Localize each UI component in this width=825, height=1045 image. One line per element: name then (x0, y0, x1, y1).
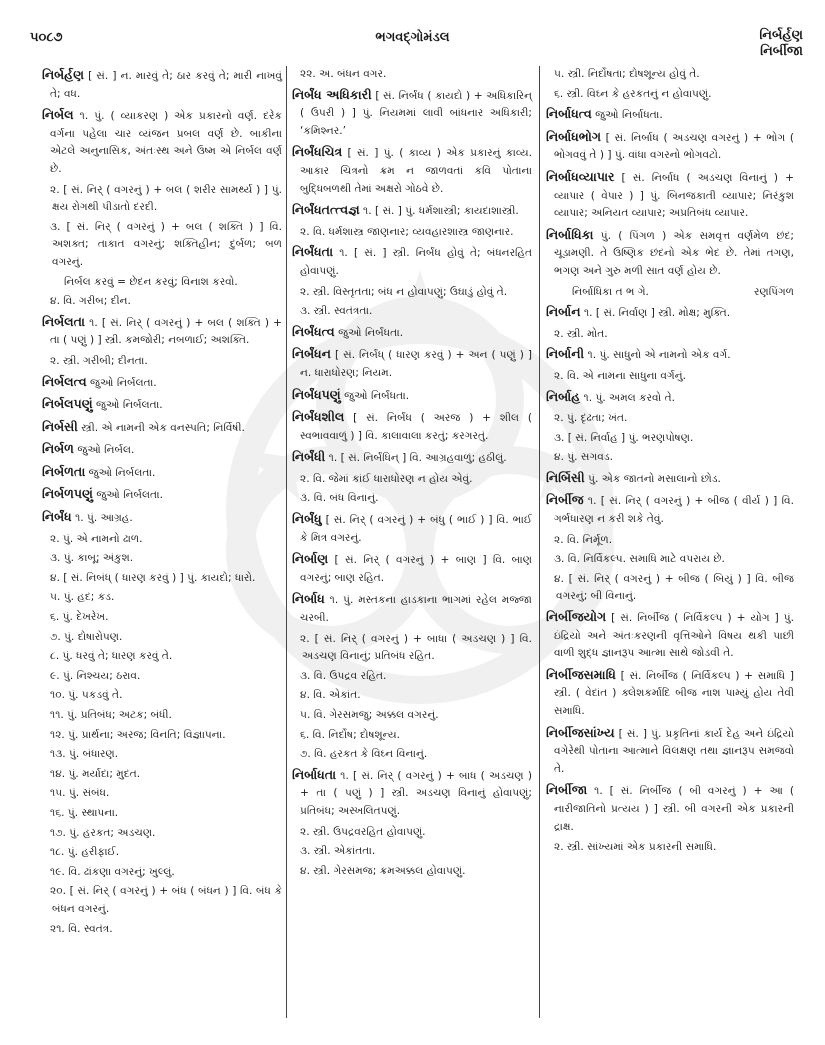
definition: જુઓ નિર્બલ. (77, 444, 135, 457)
headword: નિર્બંધતા (292, 244, 334, 260)
headword: નિર્બિસી (546, 469, 585, 485)
column-divider (286, 66, 287, 1018)
sense: ૨. વિ. નિર્મૂળ. (554, 533, 613, 546)
definition: ૧. [ સં. નિર્ ( વગરનું ) + બલ ( શક્તિ ) + તા ( પણું ) ] સ્ત્રી. કમજોરી; નબળાઈ; અશક્તિ. (50, 316, 283, 347)
sense: ૨૦. [ સં. નિર્ ( વગરનું ) + બંધ ( બંધન ) ] વિ. બંધ કે બંધન વગરનું. (50, 885, 282, 915)
definition: [ સં. નિર્ ( વગરનું ) + બંધુ ( ભાઈ ) ] વિ. ભાઈ કે મિત્ર વગરનું. (300, 514, 532, 544)
dictionary-entry (42, 373, 282, 393)
definition: જુઓ નિર્બંધતા. (338, 326, 404, 339)
sense: ૩. [ સં. નિર્ ( વગરનું ) + બલ ( શક્તિ ) ] વિ. અશક્ત; તાકાત વગરનું; શક્તિહીન; દુર્બળ; બળ વગરનું. (50, 220, 282, 268)
headword: નિર્બાન (546, 304, 581, 320)
column-1 (42, 66, 282, 940)
definition: ૧. પું. આગ્રહ. (75, 512, 133, 525)
definition: પું. ( પિંગળ ) એક સમવૃત્ત વર્ણમેળ છંદ; ચૂડામણી. તે ઉષ્ણિક છંદનો એક ભેદ છે. તેમાં તગણ, ભગણ અને ગુરુ મળી સાત વર્ણ હોય છે. (554, 229, 794, 277)
definition: [ સં. નિર્ ( વગરનું ) + બાણ ] વિ. બાણ વગરનું; બાણ રહિત. (300, 554, 532, 584)
definition: ૧. પું. મસ્તકના હાડકાના ભાગમાં રહેલ મજ્જા ચરબી. (300, 594, 532, 625)
column-2 (292, 66, 532, 882)
dictionary-entry (546, 128, 794, 165)
dictionary-entry (292, 243, 532, 280)
definition: જુઓ નિર્બાધતા. (595, 109, 663, 122)
headword: નિર્બાધિકા (546, 226, 594, 242)
dictionary-entry (42, 508, 282, 528)
sense: ૭. વિ. હરકત કે વિઘ્ન વિનાનું. (300, 748, 428, 761)
dictionary-entry (546, 303, 794, 323)
definition: જુઓ નિર્બંધતા. (344, 389, 410, 402)
headword: નિર્બાહ (546, 388, 581, 404)
sense: ૩. વિ. નિર્વિકલ્પ. સમાધિ માટે વપરાય છે. (554, 553, 725, 566)
citation-source: રણપિંગળ (754, 285, 794, 298)
sense: ૭. પું. દોષારોપણ. (50, 630, 123, 643)
headword: નિર્બંધતત્ત્વજ્ઞ (292, 202, 360, 218)
dictionary-entry (546, 491, 794, 528)
page-number: ૫૦૮૭ (30, 30, 63, 45)
headword: નિર્બલ (42, 107, 74, 123)
headword: નિર્બંધપણું (292, 386, 341, 402)
dictionary-entry (546, 608, 794, 663)
sense: ૨. સ્ત્રી. ઉપદ્રવરહિત હોવાપણું. (300, 825, 426, 838)
sense: ૫. પું. હદ; કડ. (50, 591, 115, 604)
headword: નિર્બાની (546, 346, 585, 362)
definition: ૧. [ સં. નિર્ ( વગરનું ) + બીજ ( વીર્ય ) ] વિ. ગર્ભધારણ ન કરી શકે તેવું. (554, 495, 794, 526)
dictionary-entry (546, 105, 794, 125)
headword: નિર્બાણ (292, 551, 329, 567)
dictionary-entry (42, 106, 282, 178)
sense: ૧૬. પું. સ્થાપના. (50, 806, 119, 819)
dictionary-entry (42, 395, 282, 415)
column-divider (539, 66, 540, 1018)
definition: [ સં. નિર્બંધ ( અરજ ) + શીલ ( સ્વભાવવાળું ) ] વિ. કાલાવાલા કરતું; કરગરતું. (300, 412, 532, 442)
headword: નિર્બીજસમાધિ (546, 666, 616, 682)
dictionary-entry (292, 201, 532, 221)
sense: ૨. સ્ત્રી. સાંખ્યમાં એક પ્રકારની સમાધિ. (554, 841, 717, 854)
definition: જુઓ નિર્બલતા. (88, 466, 156, 479)
definition: ૧. [ સં. નિર્ ( વગરનું ) + બાધ ( અડચણ ) + તા ( પણું ) ] સ્ત્રી. અડચણ વિનાનું હોવાપણું; પ્રતિબંધ; અસ્ખલિતપણું. (300, 769, 532, 817)
dictionary-entry (546, 666, 794, 721)
sense: ૪. [ સં. નિર્ ( વગરનું ) + બીજ ( બિયું ) ] વિ. બીજ વગરનું; બી વિનાનું. (554, 572, 794, 603)
sense: ૪. પું. સગવડ. (554, 451, 614, 464)
headword: નિર્બલત્વ (42, 373, 87, 389)
sense: ૪. સ્ત્રી. ગેરસમજ; ક્રમઅક્કલ હોવાપણું. (300, 864, 466, 877)
definition: ૧. [ સં. ] સ્ત્રી. નિર્બંધ હોવું તે; બંધનરહિત હોવાપણું. (300, 247, 532, 277)
dictionary-entry (292, 143, 532, 198)
headword: નિર્બસી (42, 418, 78, 434)
definition: [ સં. નિર્બંધ ( કાયદો ) + અધિકારિન્ ( ઉપરી ) ] પું. નિયમમાં લાવી બાંધનાર અધિકારી; ‘કમિશ્નર.’ (300, 89, 532, 137)
sense: ૧૩. પું. બંધારણ. (50, 748, 119, 761)
dictionary-entry (292, 550, 532, 587)
citation (546, 284, 794, 302)
definition: જુઓ નિર્બલતા. (96, 399, 163, 412)
sense: ૪. વિ. એકાંત. (300, 689, 361, 702)
dictionary-entry (292, 408, 532, 445)
dictionary-entry (292, 766, 532, 821)
sense: ૨. વિ. જેમાં કાંઈ ધારાધોરણ ન હોય એવું. (300, 472, 473, 485)
headword: નિર્બંધશીલ (292, 409, 345, 425)
sense: ૬. વિ. નિર્દોષ; દોષશૂન્ય. (300, 728, 401, 741)
sense: ૨. [ સં. નિર્ ( વગરનું ) + બાધા ( અડચણ ) ] વિ. અડચણ વિનાનું; પ્રતિબંધ રહિત. (300, 632, 532, 663)
dictionary-entry (546, 226, 794, 281)
dictionary-entry (42, 418, 282, 438)
citation-text: નિર્બાધિકા ત ભ ગે. (572, 285, 649, 298)
headword: નિર્બંધ અધિકારી (292, 86, 372, 102)
sense: ૬. સ્ત્રી. વિઘ્ન કે હરકતનું ન હોવાપણું. (554, 87, 712, 100)
definition: ૧. [ સં. નિર્બીજ ( બી વગરનું ) + આ ( નારીજાતિનો પ્રત્યય ) ] સ્ત્રી. બી વગરની એક પ્રકારની દ્રાક્ષ. (554, 785, 794, 833)
sense: ૨. પું. એ નામનો ઢાળ. (50, 532, 143, 545)
sense: ૫. વિ. ગેરસમજુ; અક્કલ વગરનું. (300, 709, 439, 721)
headword: નિર્બલતા (42, 313, 85, 329)
dictionary-entry (42, 313, 282, 350)
headword: નિર્બાધવ્યાપાર (546, 168, 615, 184)
dictionary-entry (546, 724, 794, 779)
headword: નિર્બાધ (292, 591, 325, 607)
sense: ૧૭. પું. હરકત; અડચણ. (50, 826, 156, 839)
headword: નિર્બંધચિત્ર (292, 144, 343, 160)
definition: ૧. પું. સાધુનો એ નામનો એક વર્ગ. (587, 349, 731, 362)
sense: ૩. [ સં. નિર્વાહ ] પું. ભરણપોષણ. (554, 431, 694, 444)
headword: નિર્બાધભોગ (546, 128, 601, 144)
sense: ૧૨. પું. પ્રાર્થના; અરજ; વિનતિ; વિજ્ઞાપના. (50, 728, 226, 741)
sense: ૩. પું. કાબૂ; અંકુશ. (50, 552, 134, 565)
dictionary-entry (546, 168, 794, 223)
sense: ૨. પું. દૃઢતા; ખંત. (554, 412, 628, 425)
dictionary-entry (42, 440, 282, 460)
dictionary-entry (42, 463, 282, 483)
sense: ૫. સ્ત્રી. નિર્દોષતા; દોષશૂન્ય હોવું તે. (554, 68, 700, 80)
definition: [ સં. નિર્બાધ ( અડચણ વિનાનું ) + વ્યાપાર ( વેપાર ) ] પું. બિનજકાતી વ્યાપાર; નિરંકુશ વ્યાપાર; અનિયત વ્યાપાર; અપ્રતિબંધ વ્યાપાર. (554, 171, 794, 220)
sense: ૨૨. અ. બંધન વગર. (300, 68, 387, 80)
column-3 (546, 66, 794, 859)
sense: ૯. પું. નિશ્ચય; ઠરાવ. (50, 669, 141, 682)
dictionary-entry (546, 781, 794, 836)
sense: ૧૧. પું. પ્રતિબંધ; અટક; બંધી. (50, 709, 172, 721)
definition: [ સં. ] પું. પ્રકૃતિનાં કાર્ય દેહ અને ઇંદ્રિયો વગેરેથી પોતાના આત્માને વિલક્ષણ તથા જ્ઞાનરૂપ સમજવો તે. (554, 727, 794, 775)
guide-word-last: નિર્બીજા (760, 44, 803, 59)
sense: ૨૧. વિ. સ્વતંત્ર. (50, 922, 113, 935)
sense: ૪. વિ. ગરીબ; દીન. (50, 295, 131, 308)
definition: જુઓ નિર્બલતા. (90, 376, 157, 389)
dictionary-entry (42, 66, 282, 103)
headword: નિર્બીજ (546, 492, 584, 508)
headword: નિર્બંધન (292, 346, 331, 362)
sense: ૮. પું. ધરવું તે; ધારણ કરવું તે. (50, 650, 173, 663)
headword: નિર્બીજા (546, 782, 588, 798)
sense: ૧૯. વિ. ઢાંકણા વગરનું; ખુલ્લું. (50, 865, 175, 878)
guide-word-first: નિર્બર્હણ (759, 28, 803, 43)
headword: નિર્બંધી (292, 449, 326, 465)
sense: ૩. વિ. ઉપદ્રવ રહિત. (300, 669, 387, 682)
sense: ૨. સ્ત્રી. ગરીબી; દીનતા. (50, 354, 148, 367)
sense: ૧૪. પું. મર્યાદા; મુદત. (50, 767, 141, 780)
headword: નિર્બર્હણ (42, 67, 84, 82)
definition: ૧. [ સં. ] પું. ધર્મશાસ્ત્રી; કાયદાશાસ્ત્રી. (363, 205, 519, 218)
dictionary-entry (546, 345, 794, 365)
dictionary-entry (292, 323, 532, 343)
definition: ૧. પું. ( વ્યાકરણ ) એક પ્રકારનો વર્ણ. દરેક વર્ગના પહેલા ચાર વ્યંજન પ્રબલ વર્ણ છે. બાકીના એટલે અનુનાસિક, અંતઃસ્થ અને ઉષ્મ એ નિર્બલ વર્ણ છે. (50, 110, 282, 175)
definition: [ સં. નિર્બાધ ( અડચણ વગરનું ) + ભોગ ( ભોગવવું તે ) ] પું. વાંધા વગરનો ભોગવટો. (554, 131, 794, 162)
sense: ૬. પું. દેખરેખ. (50, 611, 109, 624)
headword: નિર્બળતા (42, 463, 86, 479)
usage-note: નિર્બલ કરવું = છેદન કરવું; વિનાશ કરવો. (64, 275, 238, 288)
sense: ૨. સ્ત્રી. વિસ્તૃતતા; બંધ ન હોવાપણું; ઉઘાડું હોવું તે. (300, 285, 508, 298)
running-title: ભગવદ્ગોમંડલ (375, 30, 450, 45)
headword: નિર્બીજયોગ (546, 609, 607, 625)
definition: [ સં. ] પું. ( કાવ્ય ) એક પ્રકારનું કાવ્ય. આકાર ચિત્રનો ક્રમ ન જાળવતાં કવિ પોતાના બુદ્ધિબળથી તેમાં અક્ષરો ગોઠવે છે. (300, 147, 532, 195)
headword: નિર્બંધ (42, 509, 72, 525)
definition: [ સં. નિર્બીજ ( નિર્વિકલ્પ ) + સમાધિ ] સ્ત્રી. ( વેદાંત ) ક્લેશકર્માદિ બીજ નાશ પામ્યું હોય તેવી સમાધિ. (554, 669, 794, 717)
sense: ૨. વિ. ધર્મશાસ્ત્ર જાણનાર; વ્યવહારશાસ્ત્ર જાણનાર. (300, 225, 514, 238)
dictionary-entry (546, 469, 794, 489)
dictionary-entry (292, 386, 532, 406)
definition: જુઓ નિર્બલતા. (96, 489, 163, 502)
sense: ૩. વિ. બંધ વિનાનું. (300, 492, 379, 505)
definition: ૧. [ સં. નિર્વાણ ] સ્ત્રી. મોક્ષ; મુક્તિ. (583, 307, 731, 320)
sense: ૨. [ સં. નિર્ ( વગરનું ) + બલ ( શરીર સામર્થ્ય ) ] પું. ક્ષય રોગથી પીડાતો દરદી. (50, 183, 282, 214)
headword: નિર્બીજસાંખ્ય (546, 724, 615, 740)
headword: નિર્બંધત્વ (292, 323, 335, 339)
guide-words (759, 28, 803, 60)
sense: ૧૮. પું. હરીફાઈ. (50, 846, 120, 859)
sense: ૨. સ્ત્રી. મોત. (554, 327, 608, 340)
headword: નિર્બળ (42, 441, 74, 457)
headword: નિર્બાધતા (292, 766, 337, 782)
dictionary-entry (546, 388, 794, 408)
sense: ૧૦. પું. પકડવું તે. (50, 689, 123, 702)
sense: ૨. વિ. એ નામના સાધુના વર્ગનું. (554, 369, 687, 382)
definition: ૧. [ સં. નિર્બંધિન્ ] વિ. આગ્રહવાળું; હઠીલું. (328, 452, 507, 465)
dictionary-entry (292, 448, 532, 468)
headword: નિર્બાધત્વ (546, 106, 592, 122)
definition: [ સં. નિર્બંધ્ ( ધારણ કરવું ) + અન ( પણું ) ] ન. ધારાધોરણ; નિયમ. (300, 349, 532, 379)
sense: ૩. સ્ત્રી. સ્વતંત્રતા. (300, 305, 373, 318)
definition: ૧. પું. અમલ કરવો તે. (583, 391, 676, 404)
definition: સ્ત્રી. એ નામની એક વનસ્પતિ; નિર્વિષી. (81, 421, 245, 434)
definition: પું. એક જાતનો મસાલાનો છોડ. (588, 472, 721, 485)
headword: નિર્બળપણું (42, 486, 93, 502)
headword: નિર્બલપણું (42, 396, 93, 412)
dictionary-entry (292, 345, 532, 382)
sense: ૧૫. પું. સંબંધ. (50, 787, 110, 800)
definition: [ સં. નિર્બીજ ( નિર્વિકલ્પ ) + યોગ ] પું. ઇંદ્રિયો અને અંતઃકરણની વૃત્તિઓને વિષય થકી પાછી વાળી શુદ્ધ જ્ઞાનરૂપ આત્મા સાથે જોડવી તે. (554, 612, 794, 660)
headword: નિર્બંધુ (292, 511, 322, 527)
sense: ૪. [ સં. નિબંધ્ ( ધારણ કરવું ) ] પું. કાયદો; ધારો. (50, 571, 256, 584)
dictionary-entry (292, 510, 532, 547)
sense: ૩. સ્ત્રી. એકાંતતા. (300, 845, 376, 858)
dictionary-entry (292, 86, 532, 141)
dictionary-entry (292, 590, 532, 627)
definition: [ સં. ] ન. મારવું તે; ઠાર કરવું તે; મારી નાખવું તે; વધ. (50, 70, 283, 100)
dictionary-entry (42, 485, 282, 505)
page-header (0, 0, 825, 62)
